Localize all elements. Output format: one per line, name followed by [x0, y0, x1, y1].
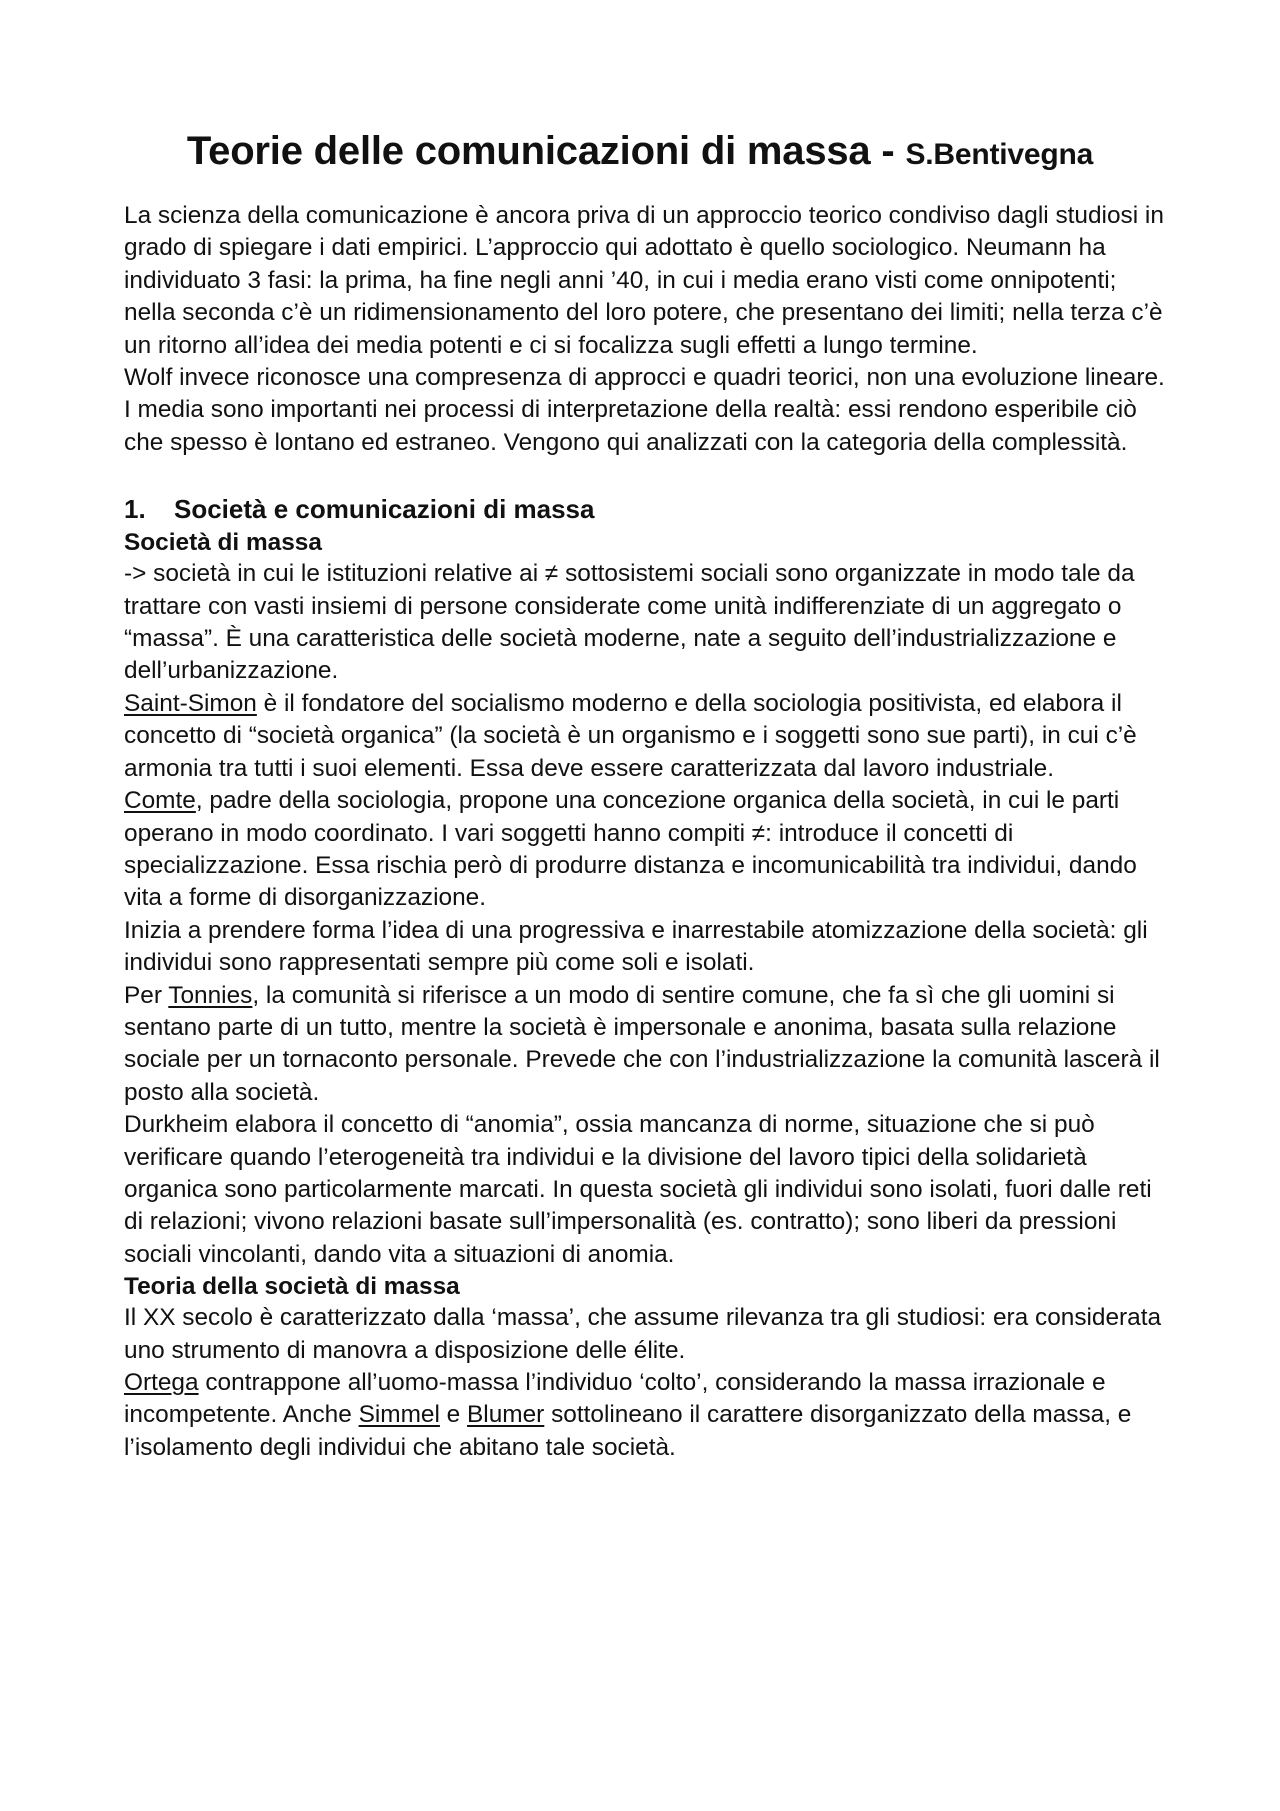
ortega-name: Ortega — [124, 1369, 199, 1396]
and-text: e — [439, 1401, 468, 1429]
tonnies-paragraph — [124, 980, 1174, 1110]
comte-paragraph — [124, 785, 1174, 915]
tonnies-name: Tonnies — [168, 981, 253, 1009]
xx-century-paragraph: Il XX secolo è caratterizzato dalla ‘massa’, che assume rilevanza tra gli studiosi: era considerata uno strumento di manovra a disposizione delle élite. — [124, 1304, 1162, 1364]
ortega-text: contrappone all’uomo-massa l’individuo ‘colto’, considerando la massa irrazionale e incompetente. Anche — [124, 1369, 1106, 1429]
section-title: Società e comunicazioni di massa — [174, 494, 595, 525]
definition-paragraph: -> società in cui le istituzioni relative ai ≠ sottosistemi sociali sono organizzate in modo tale da trattare con vasti insiemi di persone considerate come unità indifferenziate di un aggregato o “massa”. È una caratteristica delle società moderne, nate a seguito dell’industrializzazione e dell’urbanizzazione. — [124, 560, 1135, 685]
blumer-name: Blumer — [467, 1401, 545, 1429]
subheading-teoria-societa-di-massa: Teoria della società di massa — [124, 1273, 460, 1301]
tonnies-prefix: Per — [124, 981, 169, 1009]
intro-paragraph-2: Wolf invece riconosce una compresenza di approcci e quadri teorici, non una evoluzione lineare. — [124, 364, 1165, 392]
comte-name: Comte — [124, 787, 196, 815]
comte-text: , padre della sociologia, propone una concezione organica della società, in cui le parti operano in modo coordinato. I vari soggetti hanno compiti ≠: introduce il concetti di specializzazione. Essa rischia però di produrre distanza e incomunicabilità tra individui, dando vita a forme di disorganizzazione. — [124, 787, 1137, 912]
saint-simon-text: è il fondatore del socialismo moderno e della sociologia positivista, ed elabora il concetto di “società organica” (la società è un organismo e i soggetti sono sue parti), in cui c’è armonia tra tutti i suoi elementi. Essa deve essere caratterizzata dal lavoro industriale. — [124, 689, 1137, 782]
paragraph-spacer — [124, 459, 1174, 491]
simmel-name: Simmel — [358, 1401, 440, 1429]
tonnies-text: , la comunità si riferisce a un modo di sentire comune, che fa sì che gli uomini si sentano parte di un tutto, mentre la società è impersonale e anonima, basata sulla relazione sociale per un tornaconto personale. Prevede che con l’industrializzazione la comunità lascerà il posto alla società. — [124, 981, 1160, 1106]
section-heading — [124, 491, 1174, 527]
author-name: S.Bentivegna — [905, 138, 1094, 171]
saint-simon-paragraph — [124, 688, 1174, 785]
ortega-paragraph — [124, 1367, 1174, 1464]
document-body — [124, 200, 1174, 1464]
section-number: 1. — [124, 494, 146, 525]
intro-paragraph-3: I media sono importanti nei processi di interpretazione della realtà: essi rendono esperibile ciò che spesso è lontano ed estraneo. Vengono qui analizzati con la categoria della complessità. — [124, 396, 1137, 456]
subheading-societa-di-massa: Società di massa — [124, 529, 322, 557]
title-text: Teorie delle comunicazioni di massa - — [186, 129, 906, 173]
durkheim-paragraph: Durkheim elabora il concetto di “anomia”, ossia mancanza di norme, situazione che si può verificare quando l’eterogeneità tra individui e la divisione del lavoro tipici della solidarietà organica sono particolarmente marcati. In questa società gli individui sono isolati, fuori dalle reti di relazioni; vivono relazioni basate sull’impersonalità (es. contratto); sono liberi da pressioni sociali vincolanti, dando vita a situazioni di anomia. — [124, 1111, 1152, 1268]
document-title — [0, 126, 1280, 180]
atomization-paragraph: Inizia a prendere forma l’idea di una progressiva e inarrestabile atomizzazione della società: gli individui sono rappresentati sempre più come soli e isolati. — [124, 916, 1148, 977]
intro-paragraph-1: La scienza della comunicazione è ancora priva di un approccio teorico condiviso dagli studiosi in grado di spiegare i dati empirici. L’approccio qui adottato è quello sociologico. Neumann ha individuato 3 fasi: la prima, ha fine negli anni ’40, in cui i media erano visti come onnipotenti; nella seconda c’è un ridimensionamento del loro potere, che presentano dei limiti; nella terza c’è un ritorno all’idea dei media potenti e ci si focalizza sugli effetti a lungo termine. — [124, 202, 1164, 359]
blumer-text: sottolineano il carattere disorganizzato della massa, e l’isolamento degli individui che abitano tale società. — [124, 1401, 1132, 1461]
saint-simon-name: Saint-Simon — [124, 689, 257, 717]
